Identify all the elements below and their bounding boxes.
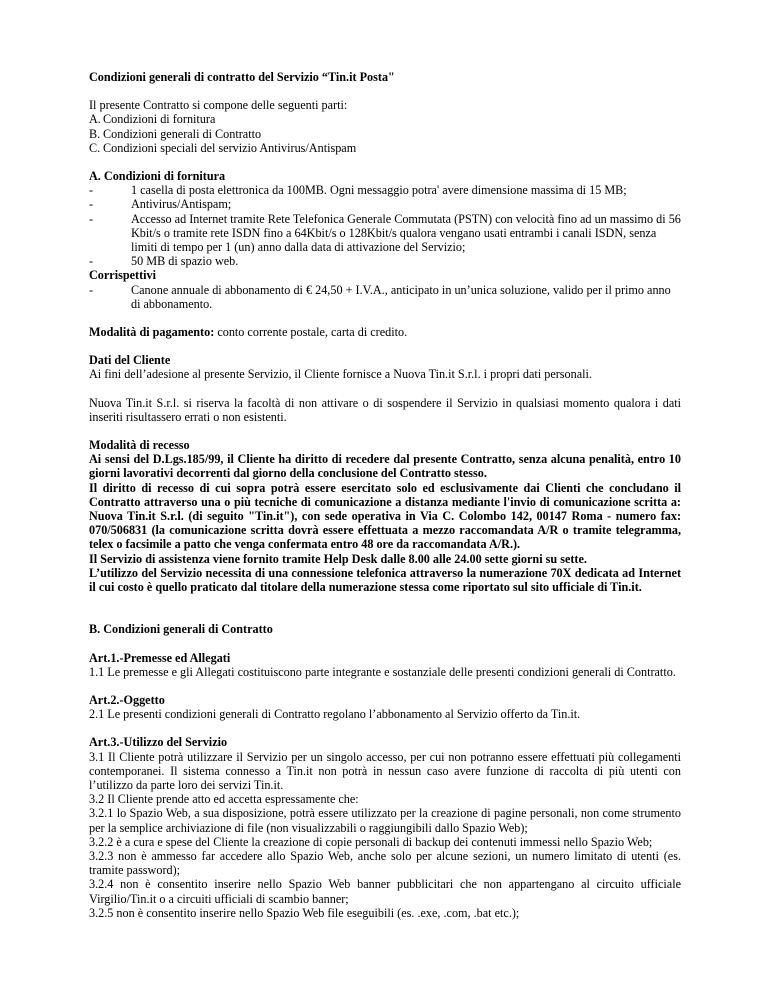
section-a-heading: A. Condizioni di fornitura (89, 169, 226, 184)
art-2 (89, 693, 681, 721)
list-item-text: Accesso ad Internet tramite Rete Telefonica Generale Commutata (PSTN) con velocità fino ad un massimo di 56 Kbit/s o tramite rete ISDN fino a 64Kbit/s o 128Kbit/s qualora vengano usati entrambi i canali ISDN, senza limiti di tempo per 1 (un) anno dalla data di attivazione del Servizio; (131, 211, 681, 255)
art-3-heading: Art.3.-Utilizzo del Servizio (89, 735, 228, 750)
part-marker: B. (89, 126, 101, 141)
recesso-heading: Modalità di recesso (89, 438, 190, 453)
list-item (89, 254, 681, 268)
recesso-paragraph: Il Servizio di assistenza viene fornito tramite Help Desk dalle 8.00 alle 24.00 sette giorni su sette. (89, 551, 587, 566)
bullet-dash: - (89, 282, 94, 297)
part-label: Condizioni generali di Contratto (103, 126, 262, 141)
part-label: Condizioni speciali del servizio Antivirus/Antispam (103, 140, 357, 155)
dati-cliente-heading: Dati del Cliente (89, 353, 171, 368)
list-item-text: Canone annuale di abbonamento di € 24,50 + I.V.A., anticipato in un’unica soluzione, valido per il primo anno di abbonamento. (131, 282, 671, 311)
recesso-paragraph: L’utilizzo del Servizio necessita di una connessione telefonica attraverso la numerazione 70X dedicata ad Internet il cui costo è quello praticato dal titolare della numerazione stessa come riportato sul sito ufficiale di Tin.it. (89, 565, 681, 595)
dati-cliente (89, 353, 681, 381)
list-item-text: 1 casella di posta elettronica da 100MB. Ogni messaggio potra' avere dimensione massima di 15 MB; (131, 183, 627, 198)
section-a (89, 169, 681, 311)
art-1 (89, 651, 681, 679)
art-3 (89, 735, 681, 920)
art-3-line: 3.2.2 è a cura e spese del Cliente la creazione di copie personali di backup dei contenuti immessi nello Spazio Web; (89, 834, 653, 849)
document-title: Condizioni generali di contratto del Servizio “Tin.it Posta" (89, 70, 395, 84)
list-item (89, 212, 681, 255)
part-label: Condizioni di fornitura (103, 112, 216, 127)
recesso-paragraph: Ai sensi del D.Lgs.185/99, il Cliente ha diritto di recedere dal presente Contratto, senza alcuna penalità, entro 10 giorni lavorativi decorrenti dal giorno della conclusione del Contratto stesso. (89, 452, 681, 481)
payment-text: conto corrente postale, carta di credito. (214, 325, 408, 340)
list-item (89, 197, 681, 211)
art-3-line: 3.2.3 non è ammesso far accedere allo Spazio Web, anche solo per alcune sezioni, un numero limitato di utenti (es. tramite password); (89, 848, 681, 878)
dati-cliente-text-2: Nuova Tin.it S.r.l. si riserva la facoltà di non attivare o di sospendere il Servizio in qualsiasi momento qualora i dati inseriti risultassero errati o non esistenti. (89, 395, 681, 424)
art-3-line: 3.2.1 lo Spazio Web, a sua disposizione, potrà essere utilizzato per la creazione di pagine personali, non come strumento per la semplice archiviazione di file (non visualizzabili o raggiungibili dallo Spazio Web); (89, 806, 681, 835)
art-3-line: 3.2 Il Cliente prende atto ed accetta espressamente che: (89, 792, 359, 807)
bullet-dash: - (89, 254, 94, 269)
art-1-text: 1.1 Le premesse e gli Allegati costituiscono parte integrante e sostanziale delle presenti condizioni generali di Contratto. (89, 664, 676, 679)
art-1-heading: Art.1.-Premesse ed Allegati (89, 650, 231, 665)
part-marker: C. (89, 140, 101, 155)
payment-label: Modalità di pagamento: (89, 325, 215, 340)
part-marker: A. (89, 112, 101, 127)
art-3-line: 3.2.4 non è consentito inserire nello Spazio Web banner pubblicitari che non appartengano al circuito ufficiale Virgilio/Tin.it o a circuiti ufficiali di scambio banner; (89, 877, 681, 906)
list-item-text: Antivirus/Antispam; (131, 197, 232, 212)
parts-list (89, 112, 681, 155)
part-item-b (89, 127, 681, 141)
list-item (89, 283, 681, 311)
art-2-text: 2.1 Le presenti condizioni generali di Contratto regolano l’abbonamento al Servizio offerto da Tin.it. (89, 707, 581, 722)
bullet-dash: - (89, 183, 94, 198)
bullet-dash: - (89, 211, 94, 226)
list-item (89, 183, 681, 197)
part-item-c (89, 141, 681, 155)
payment-paragraph (89, 325, 681, 339)
art-2-heading: Art.2.-Oggetto (89, 692, 165, 707)
list-item-text: 50 MB di spazio web. (131, 254, 239, 269)
recesso-section (89, 438, 681, 594)
corrispettivi-heading: Corrispettivi (89, 268, 157, 283)
part-item-a (89, 112, 681, 126)
recesso-paragraph: Il diritto di recesso di cui sopra potrà essere esercitato solo ed esclusivamente dai Clienti che concludano il Contratto attraverso una o più tecniche di comunicazione a distanza mediante l'invio di comunicazione scritta a: Nuova Tin.it S.r.l. (di seguito "Tin.it"), con sede operativa in Via C. Colombo 142, 00147 Roma - numero fax: 070/506831 (la comunicazione scritta dovrà essere effettuata a mezzo raccomandata A/R o tramite telegramma, telex o facsimile a patto che venga confermata entro 48 ore da raccomandata A/R.). (89, 480, 681, 552)
document-page (89, 70, 681, 920)
intro-block (89, 98, 681, 112)
intro-lead: Il presente Contratto si compone delle seguenti parti: (89, 98, 348, 113)
art-3-line: 3.1 Il Cliente potrà utilizzare il Servizio per un singolo accesso, per cui non potranno essere effettuati più collegamenti contemporanei. Il sistema connesso a Tin.it non potrà in nessun caso avere funzione di raccolta di più utenti con l’utilizzo da parte loro dei servizi Tin.it. (89, 749, 681, 792)
bullet-dash: - (89, 197, 94, 212)
art-3-line: 3.2.5 non è consentito inserire nello Spazio Web file eseguibili (es. .exe, .com, .bat etc.); (89, 905, 520, 920)
dati-cliente-text: Ai fini dell’adesione al presente Servizio, il Cliente fornisce a Nuova Tin.it S.r.l. i propri dati personali. (89, 367, 592, 382)
section-b-heading: B. Condizioni generali di Contratto (89, 622, 273, 637)
